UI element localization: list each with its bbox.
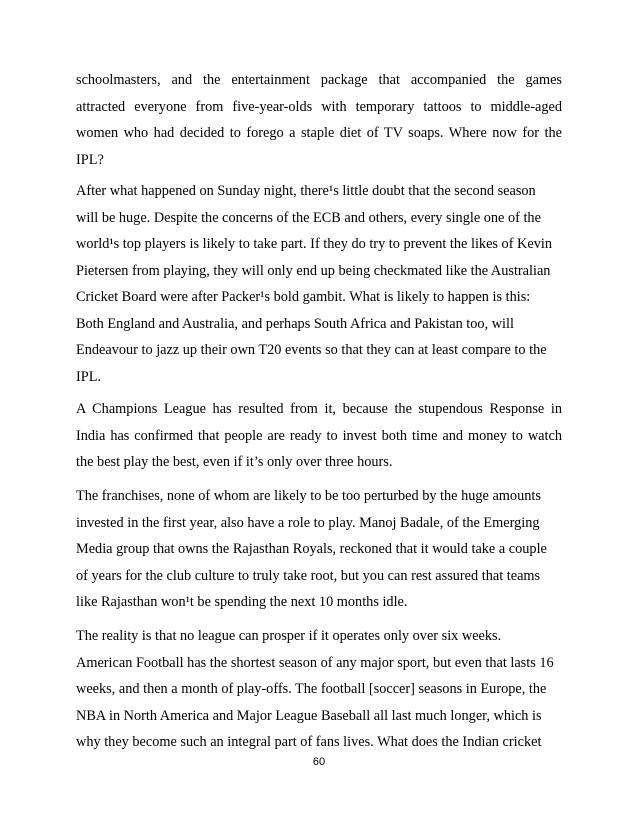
- text-line: The reality is that no league can prosper if it operates only over six weeks.: [76, 628, 502, 644]
- text-line: The franchises, none of whom are likely to be too perturbed by the huge amounts: [76, 488, 541, 504]
- text-line: Media group that owns the Rajasthan Royals, reckoned that it would take a couple: [76, 541, 547, 557]
- text-line: like Rajasthan won¹t be spending the next 10 months idle.: [76, 594, 408, 610]
- text-line: IPL?: [76, 151, 104, 168]
- paragraph-1: [76, 67, 562, 173]
- paragraph-4: [76, 483, 562, 616]
- text-line: A Champions League has resulted from it, because the stupendous Response in: [76, 401, 562, 417]
- text-line: NBA in North America and Major League Baseball all last much longer, which is: [76, 707, 542, 724]
- text-line: American Football has the shortest season of any major sport, but even that lasts 16: [76, 654, 554, 671]
- text-line: After what happened on Sunday night, there¹s little doubt that the second season: [76, 183, 536, 199]
- text-line: IPL.: [76, 368, 102, 385]
- text-line: of years for the club culture to truly take root, but you can rest assured that teams: [76, 567, 541, 584]
- text-line: why they become such an integral part of fans lives. What does the Indian cricket: [76, 734, 542, 750]
- page-number: 60: [312, 756, 326, 768]
- text-line: will be huge. Despite the concerns of the ECB and others, every single one of the: [76, 209, 541, 226]
- text-line: India has confirmed that people are ready to invest both time and money to watch: [76, 427, 562, 444]
- text-line: women who had decided to forego a staple diet of TV soaps. Where now for the: [76, 125, 562, 141]
- text-line: attracted everyone from five-year-olds with temporary tattoos to middle-aged: [76, 98, 562, 115]
- text-line: invested in the first year, also have a role to play. Manoj Badale, of the Emerging: [76, 514, 540, 531]
- paragraph-2: [76, 178, 562, 390]
- text-line: the best play the best, even if it’s only over three hours.: [76, 454, 393, 470]
- text-line: Endeavour to jazz up their own T20 events so that they can at least compare to the: [76, 342, 547, 358]
- text-line: Pietersen from playing, they will only end up being checkmated like the Australian: [76, 262, 551, 279]
- text-line: weeks, and then a month of play-offs. The football [soccer] seasons in Europe, the: [76, 681, 547, 697]
- paragraph-5: [76, 623, 562, 756]
- paragraph-3: [76, 396, 562, 476]
- text-line: world¹s top players is likely to take part. If they do try to prevent the likes of Kevin: [76, 236, 552, 252]
- text-line: schoolmasters, and the entertainment package that accompanied the games: [76, 72, 562, 88]
- text-line: Cricket Board were after Packer¹s bold gambit. What is likely to happen is this:: [76, 289, 531, 305]
- text-line: Both England and Australia, and perhaps South Africa and Pakistan too, will: [76, 315, 514, 332]
